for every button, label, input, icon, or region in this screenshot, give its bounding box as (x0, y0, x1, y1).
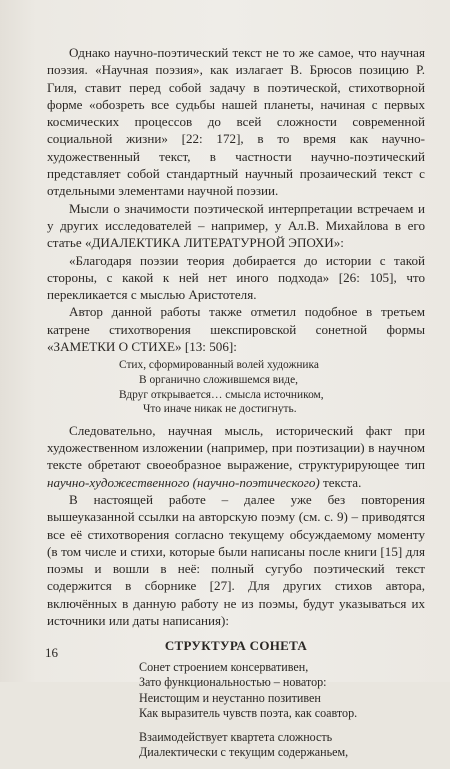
conclusion-italic-term: научно-художественного (научно-поэтического) (47, 474, 320, 490)
verse-line: Что иначе никак не достигнуть. (143, 403, 297, 416)
conclusion-text-end: текста. (319, 474, 362, 490)
sonnet-line: Диалектически с текущим содержаньем, (139, 745, 349, 760)
verse-line: В органично сложившемся виде, (139, 373, 298, 386)
quoted-quatrain (119, 358, 425, 416)
verse-line: Стих, сформированный волей художника (119, 359, 319, 372)
sonnet-poem (139, 660, 425, 761)
sonnet-stanza (139, 730, 425, 761)
sonnet-line: Сонет строением консервативен, (139, 659, 309, 674)
paragraph-mikhailov: Мысли о значимости поэтической интерпретации встречаем и у других исследователей – например, у Ал.В. Михайлова в его статье «ДИАЛЕКТИКА ЛИТЕРАТУРНОЙ ЭПОХИ»: (47, 200, 425, 251)
paragraph-author-quatrain: Автор данной работы также отметил подобное в третьем катрене стихотворения шекспировской сонетной формы «ЗАМЕТКИ О СТИХЕ» [13: 506]: (47, 304, 425, 355)
sonnet-stanza (139, 660, 425, 722)
section-title: СТРУКТУРА СОНЕТА (164, 638, 308, 654)
conclusion-text: Следовательно, научная мысль, исторический факт при художественном изложении (например, при поэтизации) в научном тексте обретают своеобразное выражение, структурирующее тип (47, 422, 425, 473)
verse-line: Вдруг открывается… смысла источником, (119, 388, 324, 401)
page-number: 16 (45, 645, 58, 660)
page-body (47, 44, 425, 769)
sonnet-line: Взаимодействует квартета сложность (139, 729, 333, 744)
paragraph-scientific-poetry: Однако научно-поэтический текст не то же самое, что научная поэзия. «Научная поэзия», как излагает В. Брюсов позицию Р. Гиля, ставит перед собой задачу в поэтической, стихотворной форме «обозреть все судьбы нашей планеты, начиная с первых космических процессов до всей сложности современной социальной жизни» [22: 172], в то время как научно-художественный текст, в частности научно-поэтический представляет собой стандартный научный прозаический текст с отдельными элементами научной поэзии. (47, 45, 425, 199)
paragraph-conclusion (47, 422, 425, 491)
sonnet-line: Как выразитель чувств поэта, как соавтор. (139, 706, 358, 721)
sonnet-line: Зато функциональностью – новатор: (139, 675, 327, 690)
paragraph-present-work: В настоящей работе – далее уже без повторения вышеуказанной ссылки на авторскую поэму (см. с. 9) – приводятся все её стихотворения согласно текущему обсуждаемому моменту (в том числе и стихи, которые были написаны после книги [15] для поэмы и вошли в неё: полный сугубо поэтический текст содержится в сборнике [27]. Для других стихов автора, включённых в данную работу не из поэмы, будут указываться их источники или даты написания): (47, 491, 425, 628)
sonnet-line: Неистощим и неустанно позитивен (139, 690, 321, 705)
paragraph-quote: «Благодаря поэзии теория добирается до истории с такой стороны, с какой к ней нет иного подхода» [26: 105], что перекликается с мыслью Аристотеля. (47, 252, 425, 303)
